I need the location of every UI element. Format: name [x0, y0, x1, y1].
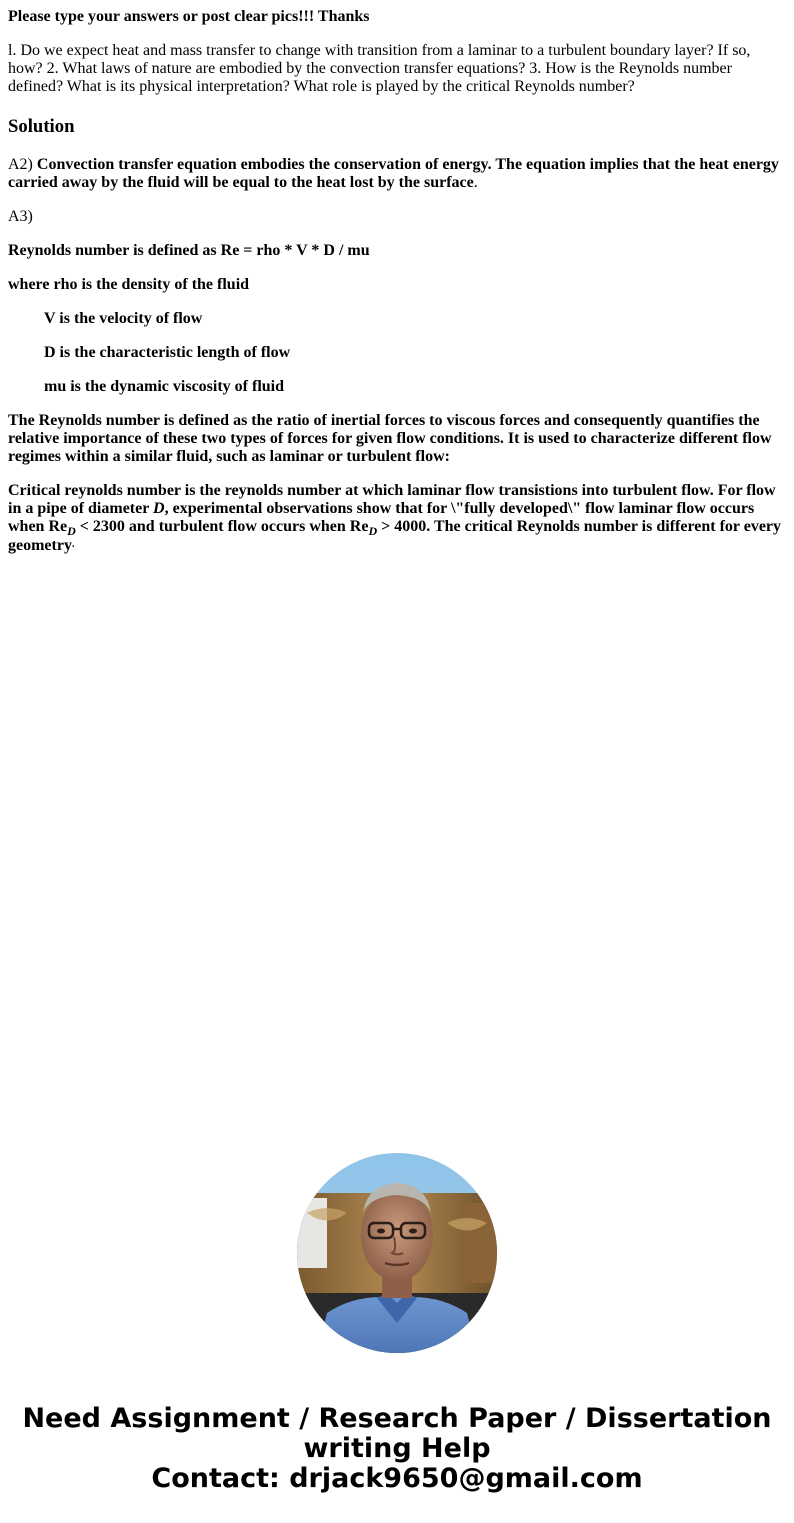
- a2-label: A2): [8, 156, 37, 173]
- answer-a2: [8, 156, 786, 192]
- question-title: Please type your answers or post clear pics!!! Thanks: [8, 8, 370, 25]
- reynolds-definition: Reynolds number is defined as Re = rho * V * D / mu: [8, 242, 370, 259]
- subscript-d-2: D: [368, 524, 378, 538]
- footer-contact: Contact: drjack9650@gmail.com: [151, 1463, 643, 1494]
- viscosity-definition: mu is the dynamic viscosity of fluid: [44, 378, 285, 395]
- critical-reynolds-paragraph: [8, 482, 786, 555]
- critical-end-dot: .: [71, 539, 75, 550]
- critical-part1: Critical reynolds number is the reynolds number at which laminar flow transistions into turbulent flow. For flow in a pipe of diameter: [8, 482, 776, 517]
- footer-line-2: writing Help: [303, 1433, 491, 1464]
- question-body: l. Do we expect heat and mass transfer to change with transition from a laminar to a turbulent boundary layer? If so, how? 2. What laws of nature are embodied by the convection transfer equations? 3. How is the Reynolds number defined? What is its physical interpretation? What role is played by the critical Reynolds number?: [8, 42, 751, 95]
- solution-heading: Solution: [8, 116, 75, 137]
- reynolds-interpretation: The Reynolds number is defined as the ratio of inertial forces to viscous forces and consequently quantifies the relative importance of these two types of forces for given flow conditions. It is used to characterize different flow regimes within a similar fluid, such as laminar or turbulent flow:: [8, 412, 772, 465]
- document-body: [0, 0, 794, 555]
- footer-line-1: Need Assignment / Research Paper / Dissertation: [22, 1403, 772, 1434]
- a2-text: Convection transfer equation embodies the conservation of energy. The equation implies that the heat energy carried away by the fluid will be equal to the heat lost by the surface: [8, 156, 779, 191]
- critical-part4: > 4000. The critical Reynolds number is different for every geometry: [8, 518, 782, 554]
- promo-footer: [0, 1404, 794, 1494]
- diameter-symbol: D: [153, 500, 165, 517]
- a3-label: A3): [8, 208, 33, 225]
- a2-period: .: [473, 174, 478, 191]
- rho-definition: where rho is the density of the fluid: [8, 276, 250, 293]
- length-definition: D is the characteristic length of flow: [44, 344, 291, 361]
- subscript-d-1: D: [67, 524, 76, 538]
- critical-part3: < 2300 and turbulent flow occurs when Re: [75, 518, 369, 535]
- portrait-image: [297, 1153, 497, 1353]
- critical-part2: , experimental observations show that for \"fully developed\" flow laminar flow occurs when Re: [8, 500, 755, 535]
- velocity-definition: V is the velocity of flow: [44, 310, 203, 327]
- author-photo: [297, 1153, 497, 1353]
